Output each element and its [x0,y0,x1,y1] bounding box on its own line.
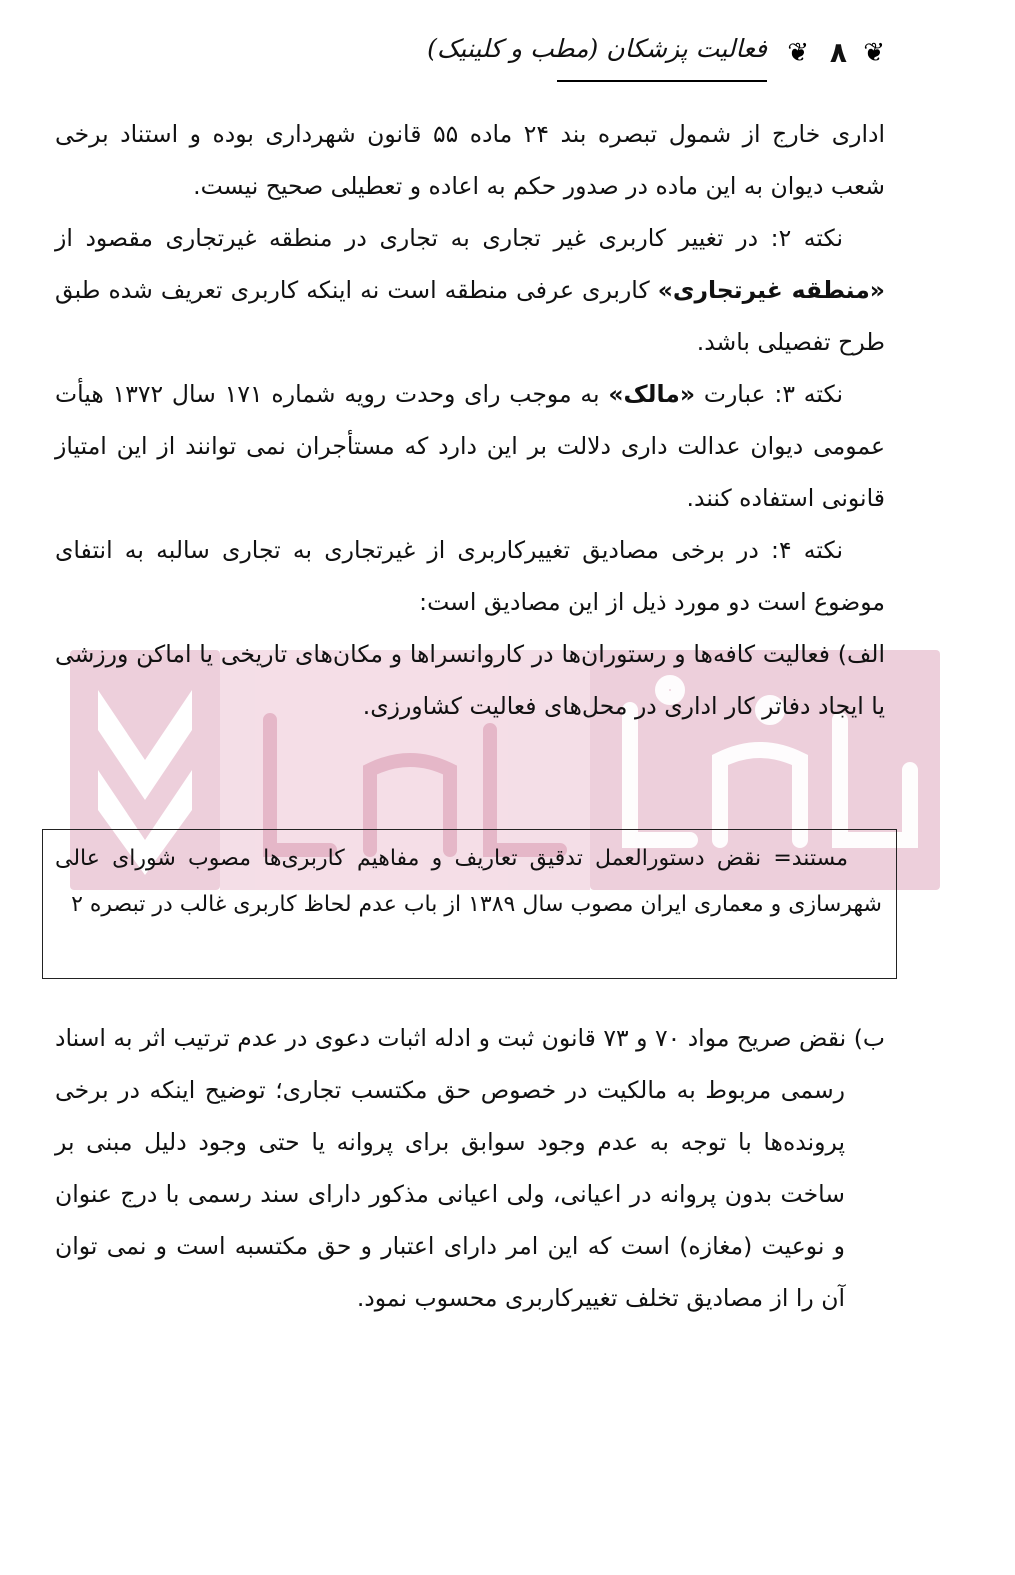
term-owner: «مالک» [608,380,695,408]
paragraph-note-2: نکته ۲: در تغییر کاربری غیر تجاری به تجاری در منطقه غیرتجاری مقصود از «منطقه غیرتجاری» کاربری عرفی منطقه است نه اینکه کاربری تعریف شده طبق طرح تفصیلی باشد. [55,224,885,356]
header-ornament-left-icon: ❦ [787,38,809,68]
paragraph-note-3: نکته ۳: عبارت «مالک» به موجب رای وحدت رویه شماره ۱۷۱ سال ۱۳۷۲ هیأت عمومی دیوان عدالت داری دلالت بر این دارد که مستأجران نمی توانند از این امتیاز قانونی استفاده کنند. [55,380,885,512]
paragraph-item-be-container [55,1012,885,1324]
header-underline [557,80,767,82]
paragraph-continuation: اداری خارج از شمول تبصره بند ۲۴ ماده ۵۵ قانون شهرداری بوده و استناد برخی شعب دیوان به این ماده در صدور حکم به اعاده و تعطیلی صحیح نیست. [55,120,885,200]
paragraph-item-be: ب) نقض صریح مواد ۷۰ و ۷۳ قانون ثبت و ادله اثبات دعوی در عدم ترتیب اثر به اسناد رسمی مربوط به مالکیت در خصوص حق مکتسب تجاری؛ توضیح اینکه در برخی پرونده‌ها با توجه به عدم وجود سوابق برای پروانه یا حتی وجود دلیل مبنی بر ساخت بدون پروانه در اعیانی، ولی اعیانی مذکور دارای سند رسمی با درج عنوان و نوعیت (مغازه) است که این امر دارای اعتبار و حق مکتسبه است و نمی توان آن را از مصادیق تخلف تغییرکاربری محسوب نمود. [55,1024,885,1312]
page-header [427,30,885,94]
body-text [55,108,885,732]
header-ornament-right-icon: ❦ [863,38,885,68]
citation-text: مستند= نقض دستورالعمل تدقیق تعاریف و مفاهیم کاربری‌ها مصوب شورای عالی شهرسازی و معماری ایران مصوب سال ۱۳۸۹ از باب عدم لحاظ کاربری غالب در تبصره ۲ [55,846,882,917]
paragraph-note-4: نکته ۴: در برخی مصادیق تغییرکاربری از غیرتجاری به تجاری سالبه به انتفای موضوع است دو مورد ذیل از این مصادیق است: [55,536,885,616]
running-title: فعالیت پزشکان (مطب و کلینیک) [427,34,767,63]
paragraph-item-alef: الف) فعالیت کافه‌ها و رستوران‌ها در کاروانسراها و مکان‌های تاریخی یا اماکن ورزشی یا ایجاد دفاتر کار اداری در محل‌های فعالیت کشاورزی. [55,640,885,720]
page-number: ۸ [829,36,847,69]
term-non-commercial-zone: «منطقه غیرتجاری» [657,276,885,304]
citation-box [42,829,897,979]
